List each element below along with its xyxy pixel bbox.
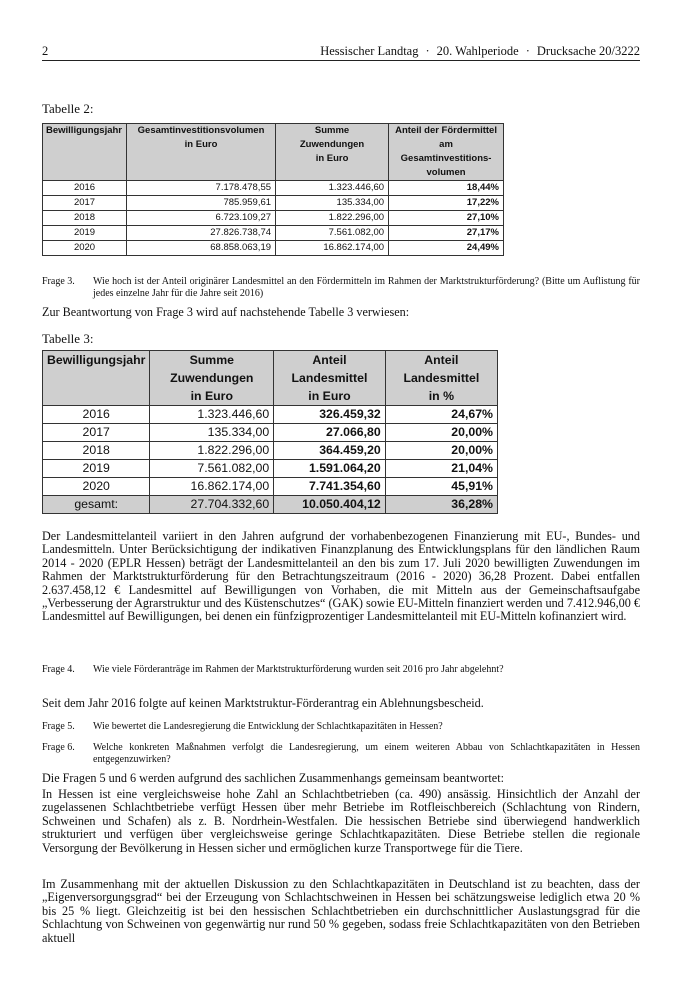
table-row xyxy=(43,196,504,211)
answer-5-6-paragraph-1: In Hessen ist eine vergleichsweise hohe Zahl an Schlachtbetrieben (ca. 490) ansässig. Hinsichtlich der Anzahl der zugelassenen Schlachtbetriebe verfügt Hessen über mehr Betriebe im Rotfleischbereich (Schlachtung von Rindern, Schweinen und Schafen) als z. B. Nordrhein-Westfalen. Die hessischen Betriebe sind überwiegend handwerklich strukturiert und verfügen über vergleichsweise geringe Schlachtkapazitäten. Diese Betriebe stellen die regionale Versorgung der Bevölkerung in Hessen sicher und ermöglichen kurze Transportwege für die Tiere. xyxy=(42,787,640,855)
cell-year: 2019 xyxy=(43,460,150,478)
question-label: Frage 5. xyxy=(42,721,75,732)
cell-volume: 27.826.738,74 xyxy=(127,226,276,241)
cell-share: 18,44% xyxy=(389,181,504,196)
cell-grants: 1.822.296,00 xyxy=(276,211,389,226)
cell-state-pct: 21,04% xyxy=(385,460,497,478)
printed-matter-number: Drucksache 20/3222 xyxy=(536,44,640,58)
table-row xyxy=(43,181,504,196)
parliament-name: Hessischer Landtag xyxy=(320,44,419,58)
table-row xyxy=(43,424,498,442)
cell-year: 2020 xyxy=(43,241,127,256)
header-separator: · xyxy=(525,44,530,58)
cell-state-pct: 20,00% xyxy=(385,442,497,460)
cell-grants: 16.862.174,00 xyxy=(276,241,389,256)
cell-total-label: gesamt: xyxy=(43,496,150,514)
cell-grants: 7.561.082,00 xyxy=(150,460,274,478)
question-6 xyxy=(42,742,640,766)
cell-grants: 1.323.446,60 xyxy=(150,406,274,424)
cell-share: 27,17% xyxy=(389,226,504,241)
cell-state-pct: 20,00% xyxy=(385,424,497,442)
column-header-year: Bewilligungsjahr xyxy=(43,351,150,406)
cell-total-state-funds: 10.050.404,12 xyxy=(274,496,386,514)
answer-5-6-intro: Die Fragen 5 und 6 werden aufgrund des sachlichen Zusammenhangs gemeinsam beantwortet: xyxy=(42,771,504,785)
table-header-row xyxy=(43,124,504,181)
question-text: Wie viele Förderanträge im Rahmen der Marktstrukturförderung wurden seit 2016 pro Jahr abgelehnt? xyxy=(93,664,504,675)
cell-state-funds: 326.459,32 xyxy=(274,406,386,424)
cell-year: 2017 xyxy=(43,196,127,211)
table-row xyxy=(43,478,498,496)
question-4 xyxy=(42,664,640,688)
table-total-row xyxy=(43,496,498,514)
question-label: Frage 3. xyxy=(42,276,75,287)
legislative-period: 20. Wahlperiode xyxy=(436,44,519,58)
answer-3-intro: Zur Beantwortung von Frage 3 wird auf nachstehende Tabelle 3 verwiesen: xyxy=(42,305,410,319)
cell-share: 27,10% xyxy=(389,211,504,226)
cell-grants: 135.334,00 xyxy=(150,424,274,442)
cell-grants: 1.323.446,60 xyxy=(276,181,389,196)
question-label: Frage 4. xyxy=(42,664,75,675)
cell-year: 2016 xyxy=(43,406,150,424)
cell-state-funds: 27.066,80 xyxy=(274,424,386,442)
cell-state-funds: 7.741.354,60 xyxy=(274,478,386,496)
cell-state-pct: 24,67% xyxy=(385,406,497,424)
cell-year: 2019 xyxy=(43,226,127,241)
question-text: Welche konkreten Maßnahmen verfolgt die Landesregierung, um einem weiteren Abbau von Schlachtkapazitäten in Hessen entgegenzuwirken? xyxy=(93,742,640,765)
question-5 xyxy=(42,721,640,733)
question-text: Wie bewertet die Landesregierung die Entwicklung der Schlachtkapazitäten in Hessen? xyxy=(93,721,443,732)
paragraph-state-funds: Der Landesmittelanteil variiert in den Jahren aufgrund der vorhabenbezogenen Finanzierung mit EU-, Bundes- und Landesmitteln. Unter Berücksichtigung der indikativen Finanzplanung des Entwicklungsplans für den ländlichen Raum 2014 - 2020 (EPLR Hessen) beträgt der Landesmittelanteil an den bis zum 17. Juli 2020 bewilligten Zuwendungen im Rahmen der Marktstrukturförderung für den Betrachtungszeitraum (2016 - 2020) 36,28 Prozent. Dabei entfallen 2.637.458,12 € Landesmittel auf Bewilligungen von Vorhaben, die mit Mitteln aus der Gemeinschaftsaufgabe „Verbesserung der Agrarstruktur und des Küstenschutzes“ (GAK) sowie EU-Mitteln finanziert werden und 7.412.946,00 € Landesmittel auf Bewilligungen, bei denen ein fünfzigprozentiger Landesmittelanteil mit EU-Mitteln kofinanziert wird. xyxy=(42,529,640,624)
column-header-state-funds-eur: Anteil Landesmittel in Euro xyxy=(274,351,386,406)
cell-total-grants: 27.704.332,60 xyxy=(150,496,274,514)
answer-4: Seit dem Jahr 2016 folgte auf keinen Marktstruktur-Förderantrag ein Ablehnungsbescheid. xyxy=(42,696,484,710)
question-label: Frage 6. xyxy=(42,742,75,753)
cell-total-state-pct: 36,28% xyxy=(385,496,497,514)
column-header-state-funds-pct: Anteil Landesmittel in % xyxy=(385,351,497,406)
column-header-year: Bewilligungsjahr xyxy=(43,124,127,181)
cell-state-pct: 45,91% xyxy=(385,478,497,496)
table-row xyxy=(43,211,504,226)
cell-state-funds: 1.591.064,20 xyxy=(274,460,386,478)
page-number: 2 xyxy=(42,44,49,58)
table3-caption: Tabelle 3: xyxy=(42,331,94,346)
cell-grants: 1.822.296,00 xyxy=(150,442,274,460)
table3 xyxy=(42,350,498,514)
column-header-investment-volume: Gesamtinvestitionsvolumen in Euro xyxy=(127,124,276,181)
cell-grants: 135.334,00 xyxy=(276,196,389,211)
cell-grants: 7.561.082,00 xyxy=(276,226,389,241)
cell-year: 2016 xyxy=(43,181,127,196)
column-header-grants: Summe Zuwendungen in Euro xyxy=(276,124,389,181)
table-row xyxy=(43,241,504,256)
page-header xyxy=(42,44,640,61)
cell-grants: 16.862.174,00 xyxy=(150,478,274,496)
header-meta xyxy=(320,44,640,59)
cell-state-funds: 364.459,20 xyxy=(274,442,386,460)
cell-share: 17,22% xyxy=(389,196,504,211)
cell-volume: 6.723.109,27 xyxy=(127,211,276,226)
column-header-funding-share: Anteil der Fördermittel am Gesamtinvestitions- volumen xyxy=(389,124,504,181)
cell-volume: 7.178.478,55 xyxy=(127,181,276,196)
cell-volume: 785.959,61 xyxy=(127,196,276,211)
cell-year: 2018 xyxy=(43,211,127,226)
question-3 xyxy=(42,276,640,300)
answer-5-6-paragraph-2: Im Zusammenhang mit der aktuellen Diskussion zu den Schlachtkapazitäten in Deutschland ist zu beachten, dass der „Eigenversorgungsgrad“ bei der Erzeugung von Schlachtschweinen in Hessen bei schätzungsweise lediglich etwa 20 % bis 25 % liegt. Gleichzeitig ist bei den hessischen Schlachtbetrieben ein durchschnittlicher Auslastungsgrad für die Schlachtung von Schweinen von gegenwärtig nur rund 50 % gegeben, sodass freie Schlachtkapazitäten von den Betrieben aktuell xyxy=(42,877,640,945)
table-row xyxy=(43,442,498,460)
column-header-grants: Summe Zuwendungen in Euro xyxy=(150,351,274,406)
question-text: Wie hoch ist der Anteil originärer Landesmittel an den Fördermitteln im Rahmen der Marktstrukturförderung? (Bitte um Auflistung für jedes einzelne Jahr für die Jahre seit 2016) xyxy=(93,276,640,299)
cell-share: 24,49% xyxy=(389,241,504,256)
table-row xyxy=(43,226,504,241)
cell-year: 2020 xyxy=(43,478,150,496)
cell-volume: 68.858.063,19 xyxy=(127,241,276,256)
table2-caption: Tabelle 2: xyxy=(42,101,94,116)
table-row xyxy=(43,460,498,478)
table-row xyxy=(43,406,498,424)
cell-year: 2017 xyxy=(43,424,150,442)
cell-year: 2018 xyxy=(43,442,150,460)
table2 xyxy=(42,123,504,256)
header-separator: · xyxy=(425,44,430,58)
table-header-row xyxy=(43,351,498,406)
